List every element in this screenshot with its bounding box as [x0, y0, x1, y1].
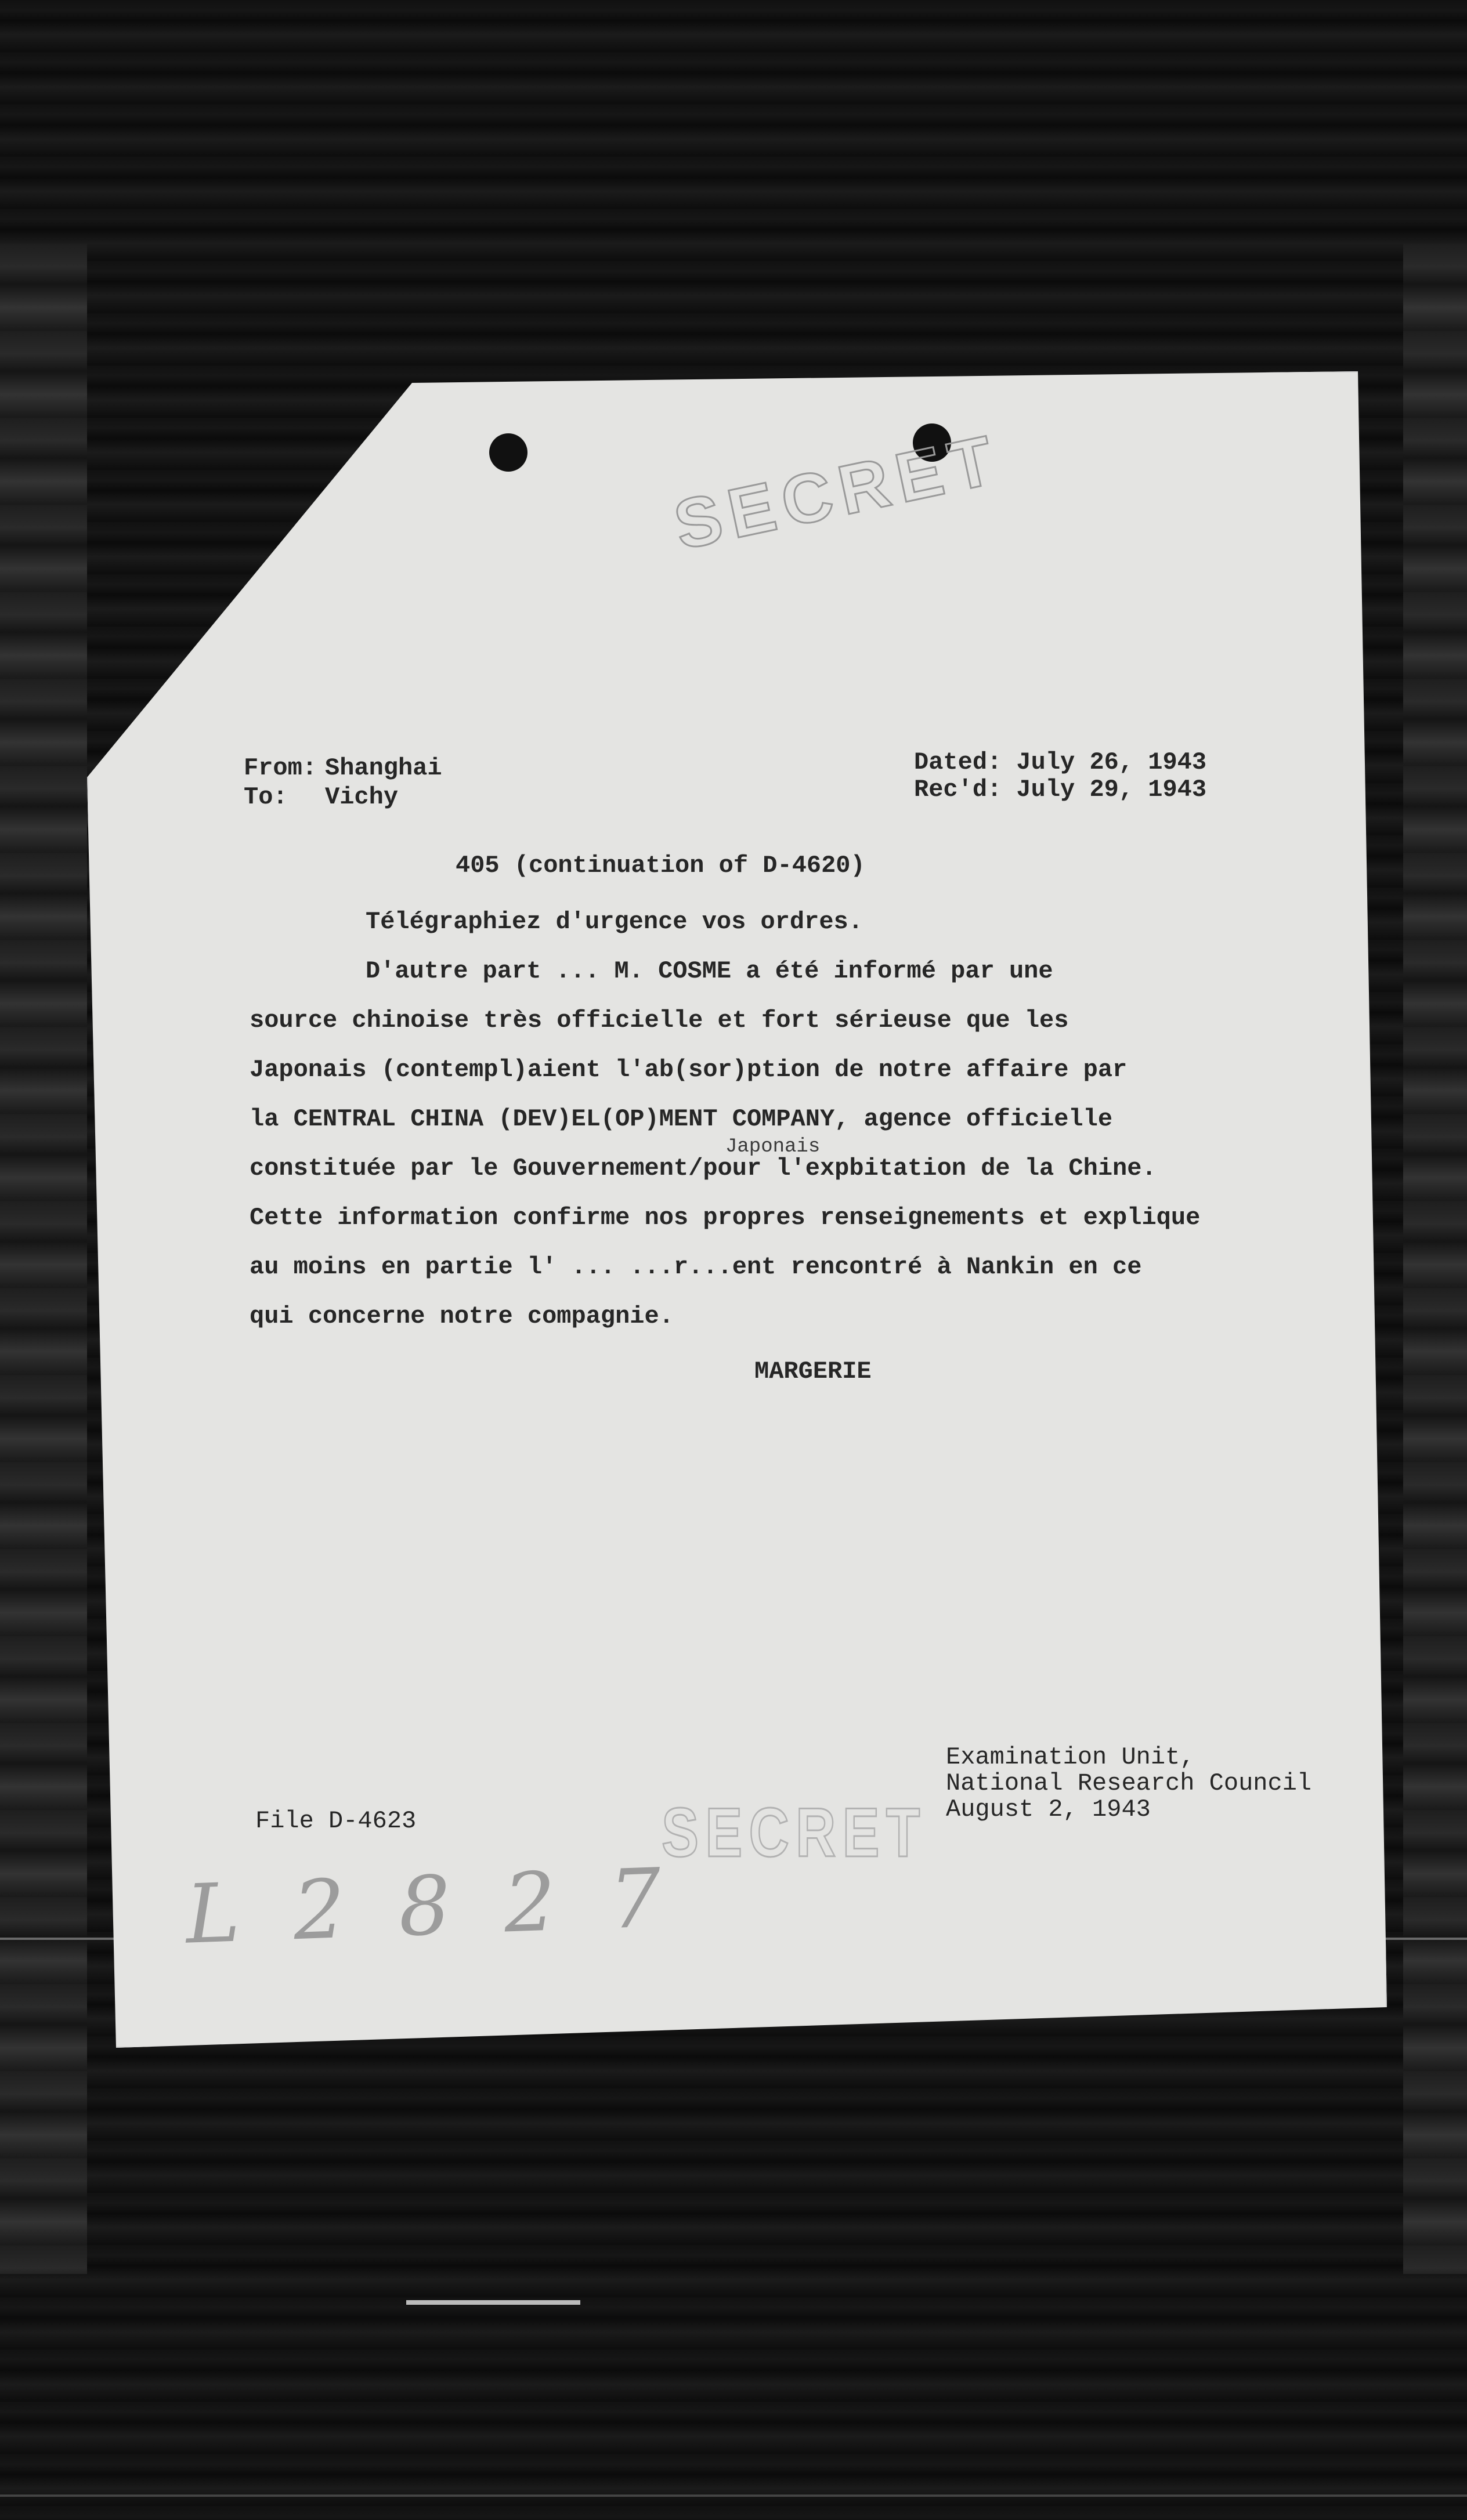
dated-line: Dated: July 26, 1943	[914, 748, 1207, 776]
message-line: au moins en partie l' ... ...r...ent rencontré à Nankin en ce	[250, 1253, 1142, 1281]
film-edge-right	[1403, 244, 1467, 2274]
handwritten-number: L 2 8 2 7	[184, 1851, 677, 1963]
from-value: Shanghai	[325, 754, 442, 782]
message-line: D'autre part ... M. COSME a été informé par une	[366, 957, 1053, 985]
scan-line	[0, 2494, 1467, 2497]
message-line: qui concerne notre compagnie.	[250, 1302, 674, 1330]
to-line	[244, 783, 398, 811]
message-line: la CENTRAL CHINA (DEV)EL(OP)MENT COMPANY, agence officielle	[250, 1105, 1113, 1133]
film-scratch	[406, 2300, 580, 2305]
examination-unit-line: Examination Unit,	[946, 1743, 1195, 1771]
from-label: From:	[244, 754, 317, 782]
message-line: constituée par le Gouvernement/pour l'expbitation de la Chine.	[250, 1154, 1157, 1182]
message-line: Japonais (contempl)aient l'ab(sor)ption de notre affaire par	[250, 1056, 1128, 1084]
secret-stamp: SECRET	[667, 419, 1008, 565]
received-line: Rec'd: July 29, 1943	[914, 776, 1207, 803]
message-line: Télégraphiez d'urgence vos ordres.	[366, 908, 863, 936]
from-line	[244, 754, 442, 782]
interlinear-insertion: Japonais	[725, 1136, 821, 1158]
message-line: Cette information confirme nos propres renseignements et explique	[250, 1204, 1201, 1232]
message-number: 405 (continuation of D-4620)	[456, 852, 865, 879]
research-council-line: National Research Council	[946, 1769, 1312, 1797]
punch-hole	[489, 433, 527, 472]
file-number: File D-4623	[255, 1807, 417, 1835]
message-line: source chinoise très officielle et fort sérieuse que les	[250, 1006, 1069, 1034]
signature: MARGERIE	[754, 1357, 872, 1385]
film-edge-left	[0, 244, 87, 2274]
unit-date-line: August 2, 1943	[946, 1795, 1151, 1823]
secret-stamp: SECRET	[662, 1794, 927, 1871]
to-label: To:	[244, 783, 288, 811]
to-value: Vichy	[325, 783, 399, 811]
